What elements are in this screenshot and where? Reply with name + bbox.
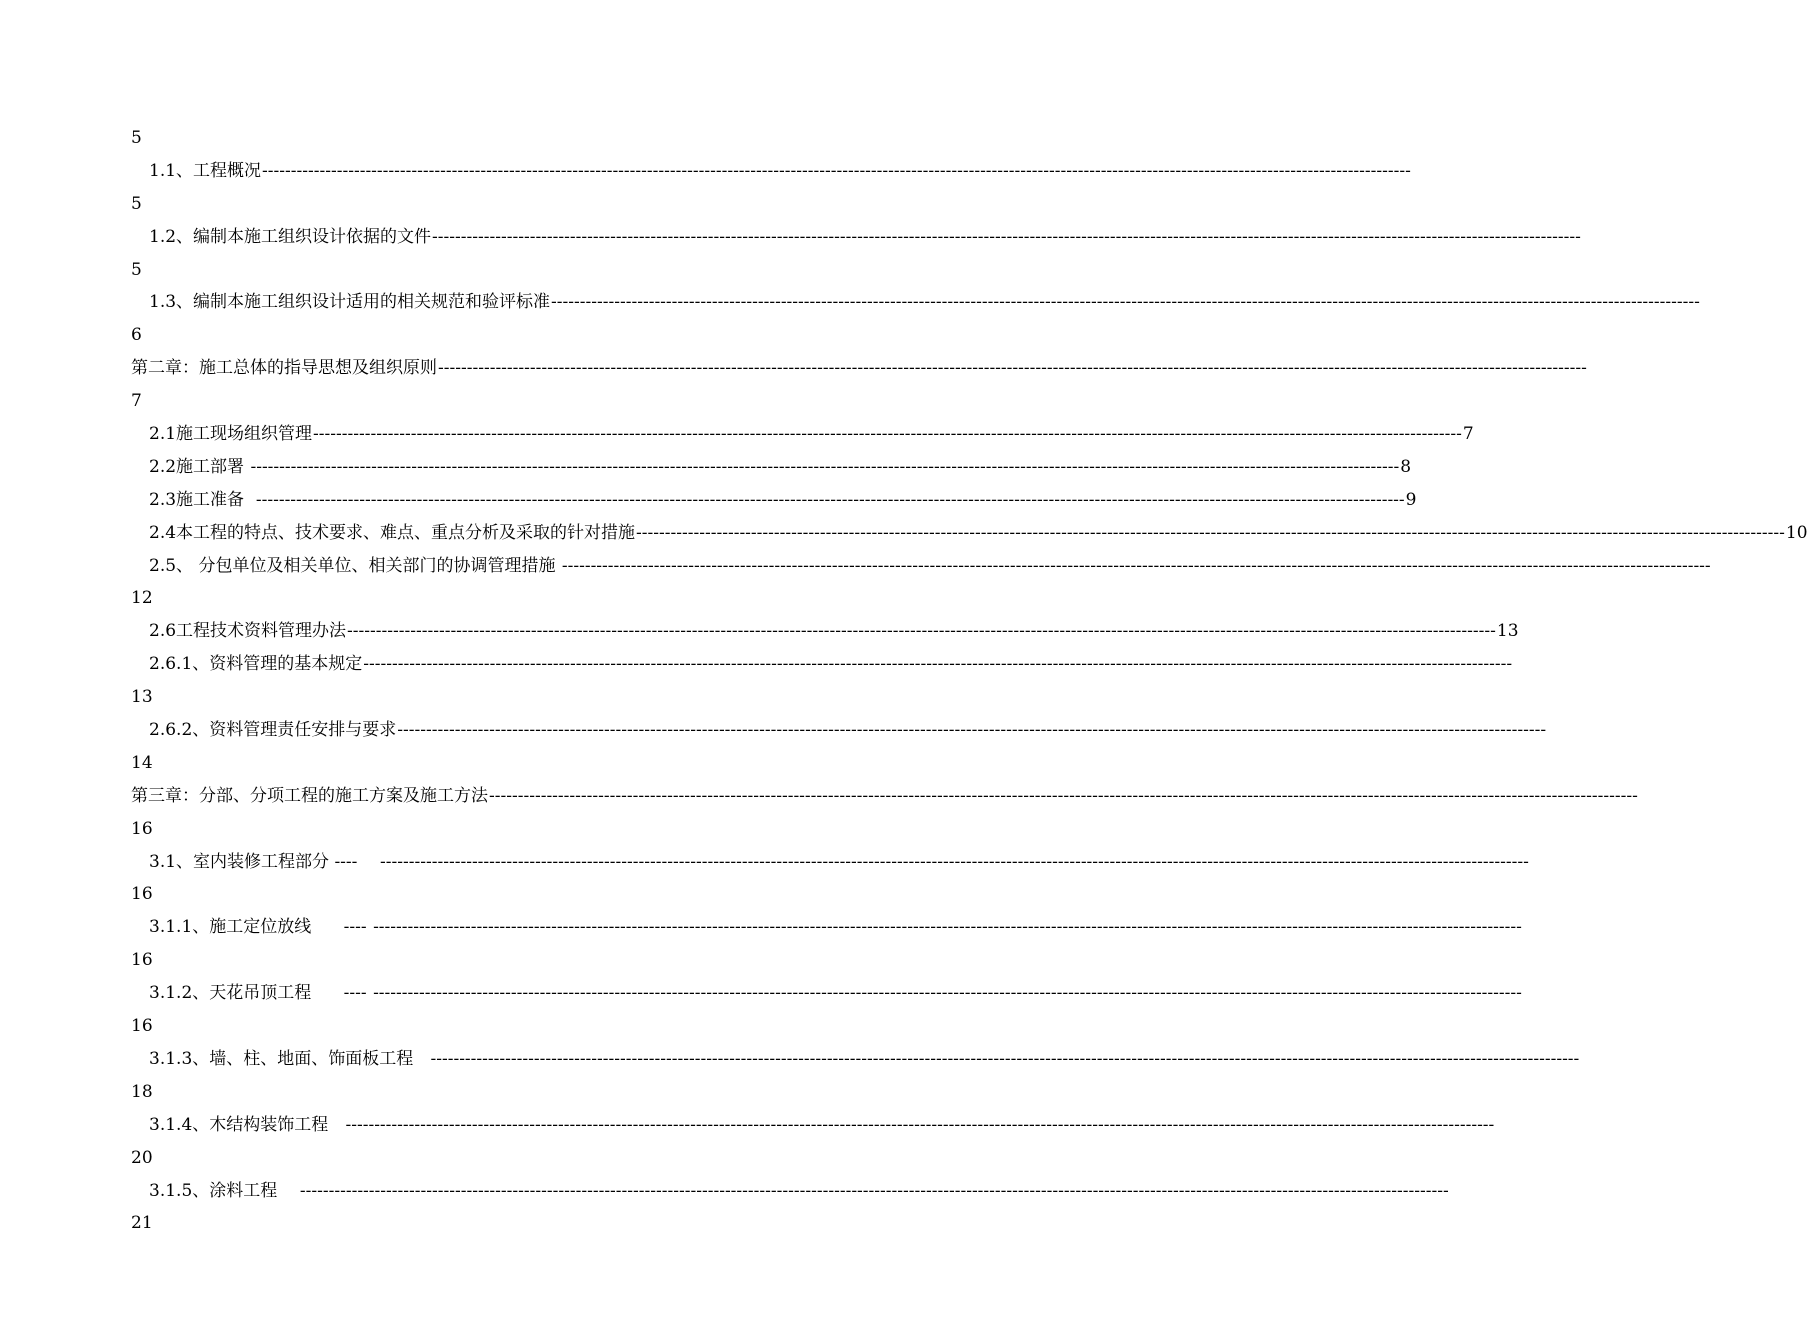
toc-line: [0, 254, 950, 287]
toc-entry[interactable]: [149, 1109, 1495, 1142]
toc-entry[interactable]: [149, 846, 1529, 879]
dot-leader: --------------------------------------------------------------------------------------------------------------------------------------------------------------------------------------------------------: [489, 785, 1638, 806]
page-number: 16: [131, 950, 153, 971]
page-number: 12: [131, 588, 153, 609]
dot-leader: --------------------------------------------------------------------------------------------------------------------------------------------------------------------------------------------------------: [636, 522, 1785, 543]
toc-line: [0, 1207, 950, 1240]
toc-line: [0, 385, 950, 418]
toc-line: [0, 681, 950, 714]
page-number: 16: [131, 884, 153, 905]
toc-entry[interactable]: [149, 451, 1412, 484]
toc-line: [0, 550, 1711, 583]
toc-line: [0, 780, 1638, 813]
toc-entry-title: 3.1.4、木结构装饰工程: [149, 1114, 345, 1135]
toc-line: [0, 319, 950, 352]
toc-line: [0, 846, 1529, 879]
toc-line: [0, 221, 1581, 254]
page-number: 5: [131, 128, 142, 148]
toc-entry-page: 10: [1785, 522, 1808, 543]
page-number: 5: [131, 259, 142, 280]
toc-entry-page: 9: [1405, 489, 1417, 510]
page-number: 16: [131, 1016, 153, 1037]
toc-line: [0, 484, 1417, 517]
toc-line: [0, 1043, 1580, 1076]
dot-leader: --------------------------------------------------------------------------------------------------------------------------------------------------------------------------------------------------------: [313, 424, 1462, 445]
toc-entry-title: 第二章：施工总体的指导思想及组织原则: [131, 358, 437, 379]
dot-leader: --------------------------------------------------------------------------------------------------------------------------------------------------------------------------------------------------------: [373, 917, 1522, 938]
page-number: 16: [131, 818, 153, 839]
toc-line: [0, 1142, 950, 1175]
toc-entry-title: 2.3施工准备: [149, 489, 255, 510]
toc-line: [0, 451, 1412, 484]
toc-entry[interactable]: [149, 155, 1411, 188]
dot-leader: --------------------------------------------------------------------------------------------------------------------------------------------------------------------------------------------------------: [363, 654, 1513, 675]
dot-leader: --------------------------------------------------------------------------------------------------------------------------------------------------------------------------------------------------------: [397, 720, 1547, 741]
toc-line: [0, 1076, 950, 1109]
toc-entry-title: 3.1.3、墙、柱、地面、饰面板工程: [149, 1048, 430, 1069]
dot-leader: --------------------------------------------------------------------------------------------------------------------------------------------------------------------------------------------------------: [380, 851, 1529, 872]
toc-entry[interactable]: [149, 615, 1519, 648]
toc-entry[interactable]: [131, 352, 1587, 385]
toc-line: [0, 418, 1474, 451]
page-number: 14: [131, 752, 153, 773]
toc-entry[interactable]: [149, 714, 1547, 747]
toc-entry[interactable]: [149, 418, 1474, 451]
toc-entry-title: 2.1施工现场组织管理: [149, 424, 313, 445]
toc-line: [0, 878, 950, 911]
toc-entry-title: 2.2施工部署: [149, 456, 250, 477]
toc-line: [0, 582, 950, 615]
dot-leader: --------------------------------------------------------------------------------------------------------------------------------------------------------------------------------------------------------: [345, 1114, 1495, 1135]
page-number: 6: [131, 325, 142, 346]
dot-leader: --------------------------------------------------------------------------------------------------------------------------------------------------------------------------------------------------------: [432, 226, 1581, 247]
toc-line: [0, 517, 1808, 550]
toc-line: [0, 1175, 1449, 1208]
toc-entry-page: 7: [1462, 424, 1474, 445]
toc-entry[interactable]: [149, 977, 1522, 1010]
toc-entry[interactable]: [131, 780, 1638, 813]
toc-entry[interactable]: [149, 221, 1581, 254]
toc-entry-title: 2.4本工程的特点、技术要求、难点、重点分析及采取的针对措施: [149, 522, 636, 543]
page-number: 7: [131, 391, 142, 412]
dot-leader: --------------------------------------------------------------------------------------------------------------------------------------------------------------------------------------------------------: [373, 983, 1522, 1004]
page-number: 13: [131, 687, 153, 708]
toc-line: [0, 977, 1522, 1010]
toc-entry[interactable]: [149, 286, 1700, 319]
dot-leader: --------------------------------------------------------------------------------------------------------------------------------------------------------------------------------------------------------: [299, 1180, 1449, 1201]
toc-entry-title: 1.1、工程概况: [149, 160, 262, 181]
toc-entry[interactable]: [149, 1175, 1449, 1208]
toc-line: [0, 1109, 1495, 1142]
page-number: 21: [131, 1213, 153, 1234]
toc-line: [0, 155, 1411, 188]
toc-entry[interactable]: [149, 484, 1417, 517]
toc-entry-title: 2.6工程技术资料管理办法: [149, 621, 347, 642]
toc-entry[interactable]: [149, 911, 1522, 944]
toc-entry-page: 8: [1400, 456, 1412, 477]
toc-entry[interactable]: [149, 648, 1513, 681]
table-of-contents: [0, 122, 1808, 1240]
toc-entry-page: 13: [1496, 621, 1519, 642]
page-number: 18: [131, 1081, 153, 1102]
dot-leader: --------------------------------------------------------------------------------------------------------------------------------------------------------------------------------------------------------: [347, 621, 1496, 642]
toc-line: [0, 714, 1547, 747]
toc-line: [0, 911, 1522, 944]
toc-entry-title: 3.1.5、涂料工程: [149, 1180, 299, 1201]
toc-entry-title: 2.5、 分包单位及相关单位、相关部门的协调管理措施: [149, 555, 561, 576]
toc-line: [0, 352, 1587, 385]
toc-entry-title: 2.6.1、资料管理的基本规定: [149, 654, 363, 675]
toc-line: [0, 648, 1513, 681]
toc-entry-title: 3.1.1、施工定位放线 ----: [149, 917, 373, 938]
dot-leader: --------------------------------------------------------------------------------------------------------------------------------------------------------------------------------------------------------: [561, 555, 1711, 576]
toc-line: [0, 615, 1519, 648]
toc-line: [0, 188, 950, 221]
toc-line: [0, 813, 950, 846]
toc-line: [0, 1010, 950, 1043]
toc-entry[interactable]: [149, 1043, 1580, 1076]
dot-leader: --------------------------------------------------------------------------------------------------------------------------------------------------------------------------------------------------------: [551, 292, 1700, 313]
toc-entry-title: 1.3、编制本施工组织设计适用的相关规范和验评标准: [149, 292, 551, 313]
dot-leader: --------------------------------------------------------------------------------------------------------------------------------------------------------------------------------------------------------: [438, 358, 1587, 379]
toc-entry[interactable]: [149, 550, 1711, 583]
toc-line: [0, 944, 950, 977]
page-number: 20: [131, 1147, 153, 1168]
dot-leader: --------------------------------------------------------------------------------------------------------------------------------------------------------------------------------------------------------: [262, 160, 1411, 181]
toc-line: [0, 122, 950, 155]
dot-leader: --------------------------------------------------------------------------------------------------------------------------------------------------------------------------------------------------------: [430, 1048, 1580, 1069]
toc-entry-title: 第三章：分部、分项工程的施工方案及施工方法: [131, 785, 488, 806]
page-number: 5: [131, 193, 142, 214]
toc-entry[interactable]: [149, 517, 1808, 550]
toc-line: [0, 747, 950, 780]
toc-entry-title: 3.1.2、天花吊顶工程 ----: [149, 983, 373, 1004]
dot-leader: --------------------------------------------------------------------------------------------------------------------------------------------------------------------------------------------------------: [255, 489, 1405, 510]
dot-leader: --------------------------------------------------------------------------------------------------------------------------------------------------------------------------------------------------------: [250, 456, 1400, 477]
toc-entry-title: 2.6.2、资料管理责任安排与要求: [149, 720, 397, 741]
toc-entry-title: 3.1、室内装修工程部分 ----: [149, 851, 380, 872]
toc-line: [0, 286, 1700, 319]
toc-entry-title: 1.2、编制本施工组织设计依据的文件: [149, 226, 432, 247]
